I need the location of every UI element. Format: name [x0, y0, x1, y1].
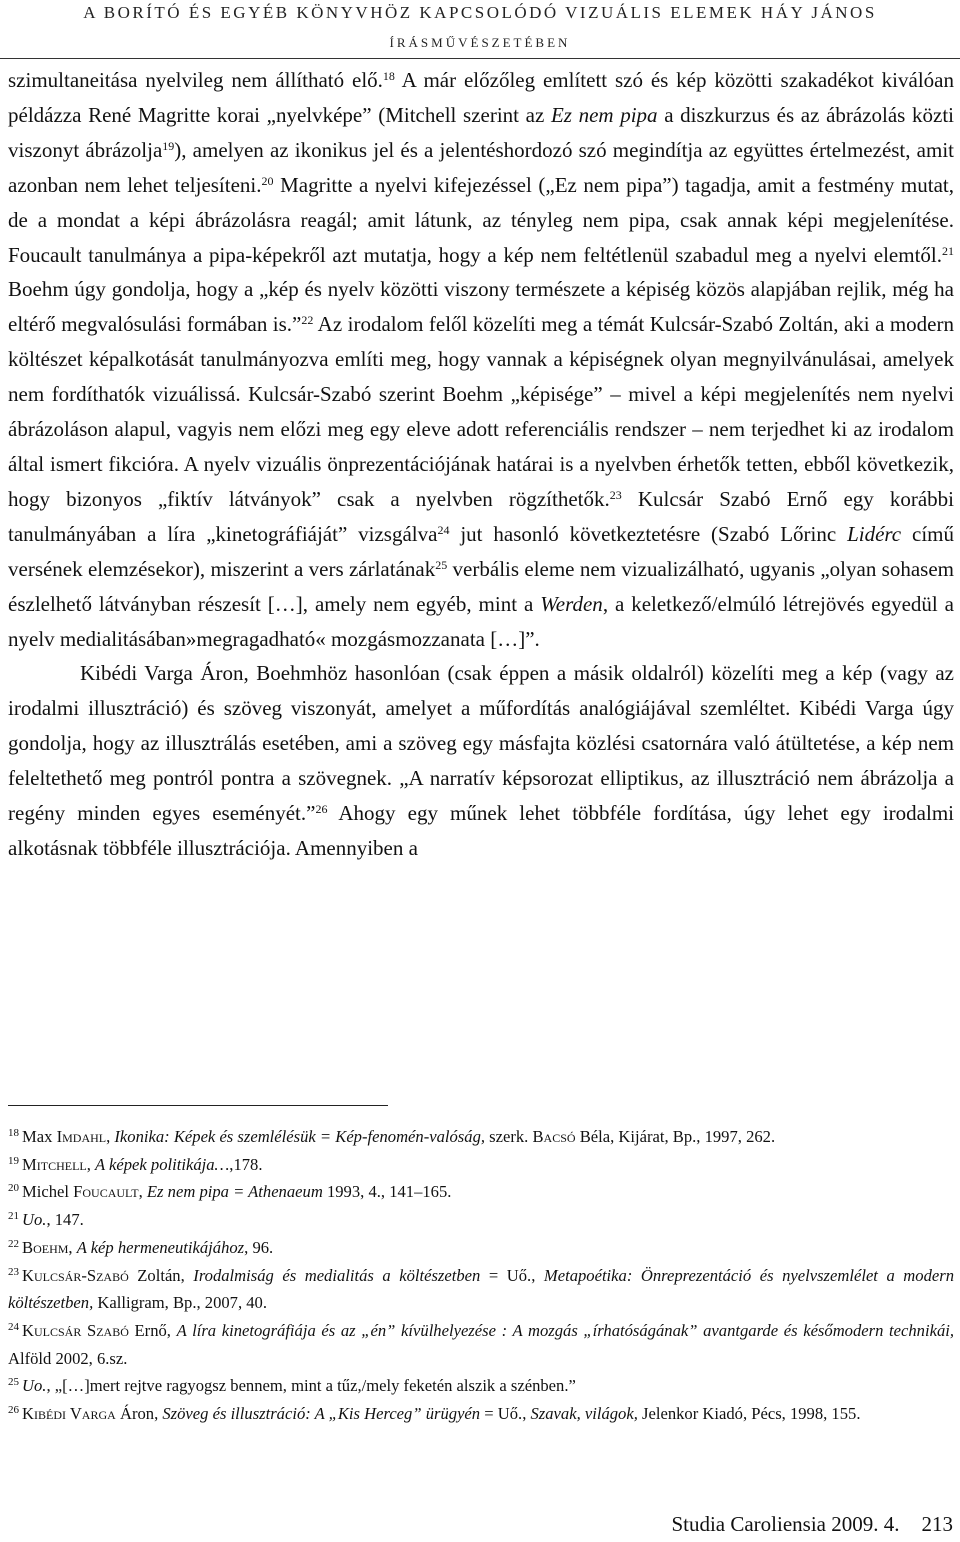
footnote-18 [8, 1123, 954, 1151]
footnote-ref-22[interactable]: 22 [301, 313, 314, 328]
author-name: Mitchell [22, 1154, 87, 1174]
text-run: Az irodalom felől közelíti meg a témát Kulcsár-Szabó Zoltán, aki a modern költészet képalkotását tanulmányozva említi meg, hogy vannak a képiségnek olyan megnyilvánulásai, amelyek nem fordíthatók vizuálissá. Kulcsár-Szabó szerint Boehm „képisége” – mivel a képi megjelenítés nem nyelvi ábrázoláson alapul, vagyis nem előzi meg egy eleve adott referenciális rendszer – nem terjedhet ki az irodalom által ismert fikcióra. A nyelv vizuális önprezentációjának határai is a nyelvben érhetők tetten, ebből következik, hogy bizonyos „fiktív látványok” csak a nyelvben rögzíthetők. [8, 312, 954, 511]
text-run: jut hasonló következtetésre (Szabó Lőrinc [449, 521, 848, 546]
text-run: Michel [22, 1182, 74, 1202]
footnote-number: 22 [8, 1237, 19, 1250]
text-run: Magritte a nyelvi kifejezéssel („Ez nem pipa”) tagadja, amit a festmény mutat, de a mondat a képi ábrázolásra reagál; amit látunk, az tényleg nem pipa, csak annak képi megjelenítése. Foucault tanulmánya a pipa-képekről azt mutatja, hogy a kép nem feltétlenül szabadul meg a nyelvi elemtől. [8, 172, 954, 267]
text-run: Ahogy egy műnek lehet többféle fordítása, úgy lehet egy irodalmi alkotásnak többféle illusztrációja. Amennyiben a [8, 801, 954, 860]
italic-title: Irodalmiság és medialitás a költészetben [193, 1265, 481, 1285]
text-run: Kibédi Varga Áron, Boehmhöz hasonlóan (csak éppen a másik oldalról) közelíti meg a kép (vagy az irodalmi illusztráció) és szöveg viszonyát, amelyet a műfordítás analógiájával szemléltet. Kibédi Varga úgy gondolja, hogy az illusztrálás esetében, ami a szöveg egy másfajta közlési csatornára való átültetése, a kép nem feleltethető meg pontról pontra a szövegnek. „A narratív képsorozat elliptikus, az illusztráció nem ábrázolja a regény minden egyes eseményét.” [8, 661, 954, 826]
running-header-line2: ÍRÁSMŰVÉSZETÉBEN [389, 35, 571, 50]
text-run: Áron, [115, 1404, 163, 1424]
footnote-21 [8, 1206, 954, 1234]
text-run: Max [22, 1127, 57, 1146]
italic-title: A kép hermeneutikájához [76, 1237, 245, 1257]
italic-title: A képek politikája… [95, 1154, 230, 1174]
italic-title: Uo. [22, 1210, 47, 1230]
author-name: Kibédi Varga [22, 1404, 116, 1424]
footnote-22 [8, 1234, 954, 1262]
footnote-number: 25 [8, 1376, 19, 1389]
text-run: A már előzőleg említett szó és kép közötti szakadékot kiválóan példázza René Magritte korai „nyelvképe” (Mitchell szerint az [8, 68, 954, 127]
text-run: , [106, 1127, 115, 1146]
text-run: = Uő., [480, 1404, 531, 1424]
footnote-23 [8, 1262, 954, 1317]
text-run: Kulcsár Szabó Ernő egy korábbi tanulmányában a líra „kinetográfiáját” vizsgálva [8, 486, 954, 546]
text-run: , [138, 1182, 147, 1202]
footnote-number: 21 [8, 1210, 19, 1223]
italic-title: Ez nem pipa = Athenaeum [146, 1182, 323, 1202]
text-run: , 96. [244, 1237, 274, 1257]
author-name: Boehm [22, 1237, 69, 1257]
text-run: ), amelyen az ikonikus jel és a jelentéshordozó szó megindítja az együttes értelmezést, amit azonban nem lehet teljesíteni. [8, 137, 954, 197]
author-name: Kulcsár Szabó [22, 1320, 129, 1340]
text-run: szerk. [485, 1127, 533, 1146]
text-run: című versének elemzésekor), miszerint a vers zárlatának [8, 521, 954, 581]
text-run: , [86, 1154, 96, 1174]
italic-title: Ez nem pipa [550, 102, 658, 127]
text-run: Boehm úgy gondolja, hogy a „kép és nyelv közötti viszony természete a képiség közös alapjában rejlik, még ha eltérő megvalósulási formában is.” [8, 277, 954, 337]
footnote-separator [8, 1105, 388, 1106]
footnote-ref-20[interactable]: 20 [261, 173, 274, 188]
italic-word: Werden [540, 591, 603, 616]
paragraph-2 [8, 656, 954, 865]
footnote-number: 19 [8, 1154, 19, 1167]
footnote-ref-21[interactable]: 21 [942, 243, 954, 258]
footnote-number: 23 [8, 1265, 19, 1278]
italic-title: Uo. [22, 1376, 47, 1396]
footnote-ref-26[interactable]: 26 [315, 802, 328, 817]
text-run: Zoltán, [128, 1265, 194, 1285]
footnote-24 [8, 1317, 954, 1372]
footnote-ref-24[interactable]: 24 [437, 522, 450, 537]
footnote-ref-18[interactable]: 18 [382, 69, 395, 83]
italic-title: Szavak, világok, [530, 1404, 638, 1424]
page-footer [671, 1512, 953, 1536]
text-run: a diszkurzus és az ábrázolás közti viszonyt ábrázolja [8, 102, 954, 162]
footnote-25 [8, 1372, 954, 1400]
header-rule [0, 58, 960, 59]
footnote-ref-23[interactable]: 23 [609, 487, 622, 502]
page-number: 213 [921, 1512, 953, 1536]
text-run: Kalligram, Bp., 2007, 40. [93, 1293, 268, 1313]
author-name: Foucault [73, 1182, 139, 1202]
text-run: Alföld 2002, 6.sz. [8, 1348, 128, 1368]
footnote-number: 18 [8, 1127, 19, 1139]
text-run: 1993, 4., 141–165. [322, 1182, 452, 1202]
text-run: ,178. [229, 1154, 263, 1174]
paragraph-1 [8, 63, 954, 656]
body-text [8, 63, 954, 866]
text-run: Jelenkor Kiadó, Pécs, 1998, 155. [637, 1404, 861, 1424]
text-run: , a keletkező/elmúló létrejövés egyedül a nyelv medialitásában»megragadható« mozgásmozzanata […]”. [8, 591, 954, 651]
footnotes [8, 1123, 954, 1428]
author-name: Imdahl [56, 1127, 107, 1146]
running-header-line1: A BORÍTÓ ÉS EGYÉB KÖNYVHÖZ KAPCSOLÓDÓ VIZUÁLIS ELEMEK HÁY JÁNOS [83, 3, 877, 22]
footnote-ref-19[interactable]: 19 [162, 138, 175, 153]
italic-title: Ikonika: Képek és szemlélésük = Kép-fenomén-valóság, [114, 1127, 486, 1146]
footnote-ref-25[interactable]: 25 [435, 557, 448, 572]
text-run: Béla, Kijárat, Bp., 1997, 262. [575, 1127, 776, 1146]
footnote-number: 24 [8, 1320, 19, 1333]
footnote-20 [8, 1178, 954, 1206]
author-name: Bacsó [532, 1127, 576, 1146]
author-name: Kulcsár-Szabó [22, 1265, 129, 1285]
text-run: verbális eleme nem vizualizálható, ugyanis „olyan sohasem észlelhető látványban részesít […], amely nem egyéb, mint a [8, 556, 954, 616]
italic-title: Lidérc [847, 521, 902, 546]
text-run: szimultaneitása nyelvileg nem állítható elő. [8, 68, 383, 92]
footnote-19 [8, 1151, 954, 1179]
italic-title: Szöveg és illusztráció: A „Kis Herceg” ürügyén [162, 1404, 481, 1424]
footnote-26 [8, 1400, 954, 1428]
text-run: = Uő., [480, 1265, 544, 1285]
footnote-number: 26 [8, 1404, 19, 1417]
italic-title: A líra kinetográfiája és az „én” kívülhelyezése : A mozgás „írhatóságának” avantgarde és későmodern technikái, [176, 1320, 955, 1340]
text-run: , „[…]mert rejtve ragyogsz bennem, mint a tűz,/mely feketén alszik a szénben.” [46, 1376, 576, 1396]
journal-name: Studia Caroliensia 2009. 4. [671, 1512, 900, 1536]
italic-title: Metapoétika: Önreprezentáció és nyelvszemlélet a modern költészetben, [8, 1265, 954, 1313]
text-run: , 147. [46, 1210, 84, 1230]
footnote-number: 20 [8, 1182, 19, 1195]
text-run: Ernő, [128, 1320, 177, 1340]
text-run: , [68, 1237, 77, 1257]
